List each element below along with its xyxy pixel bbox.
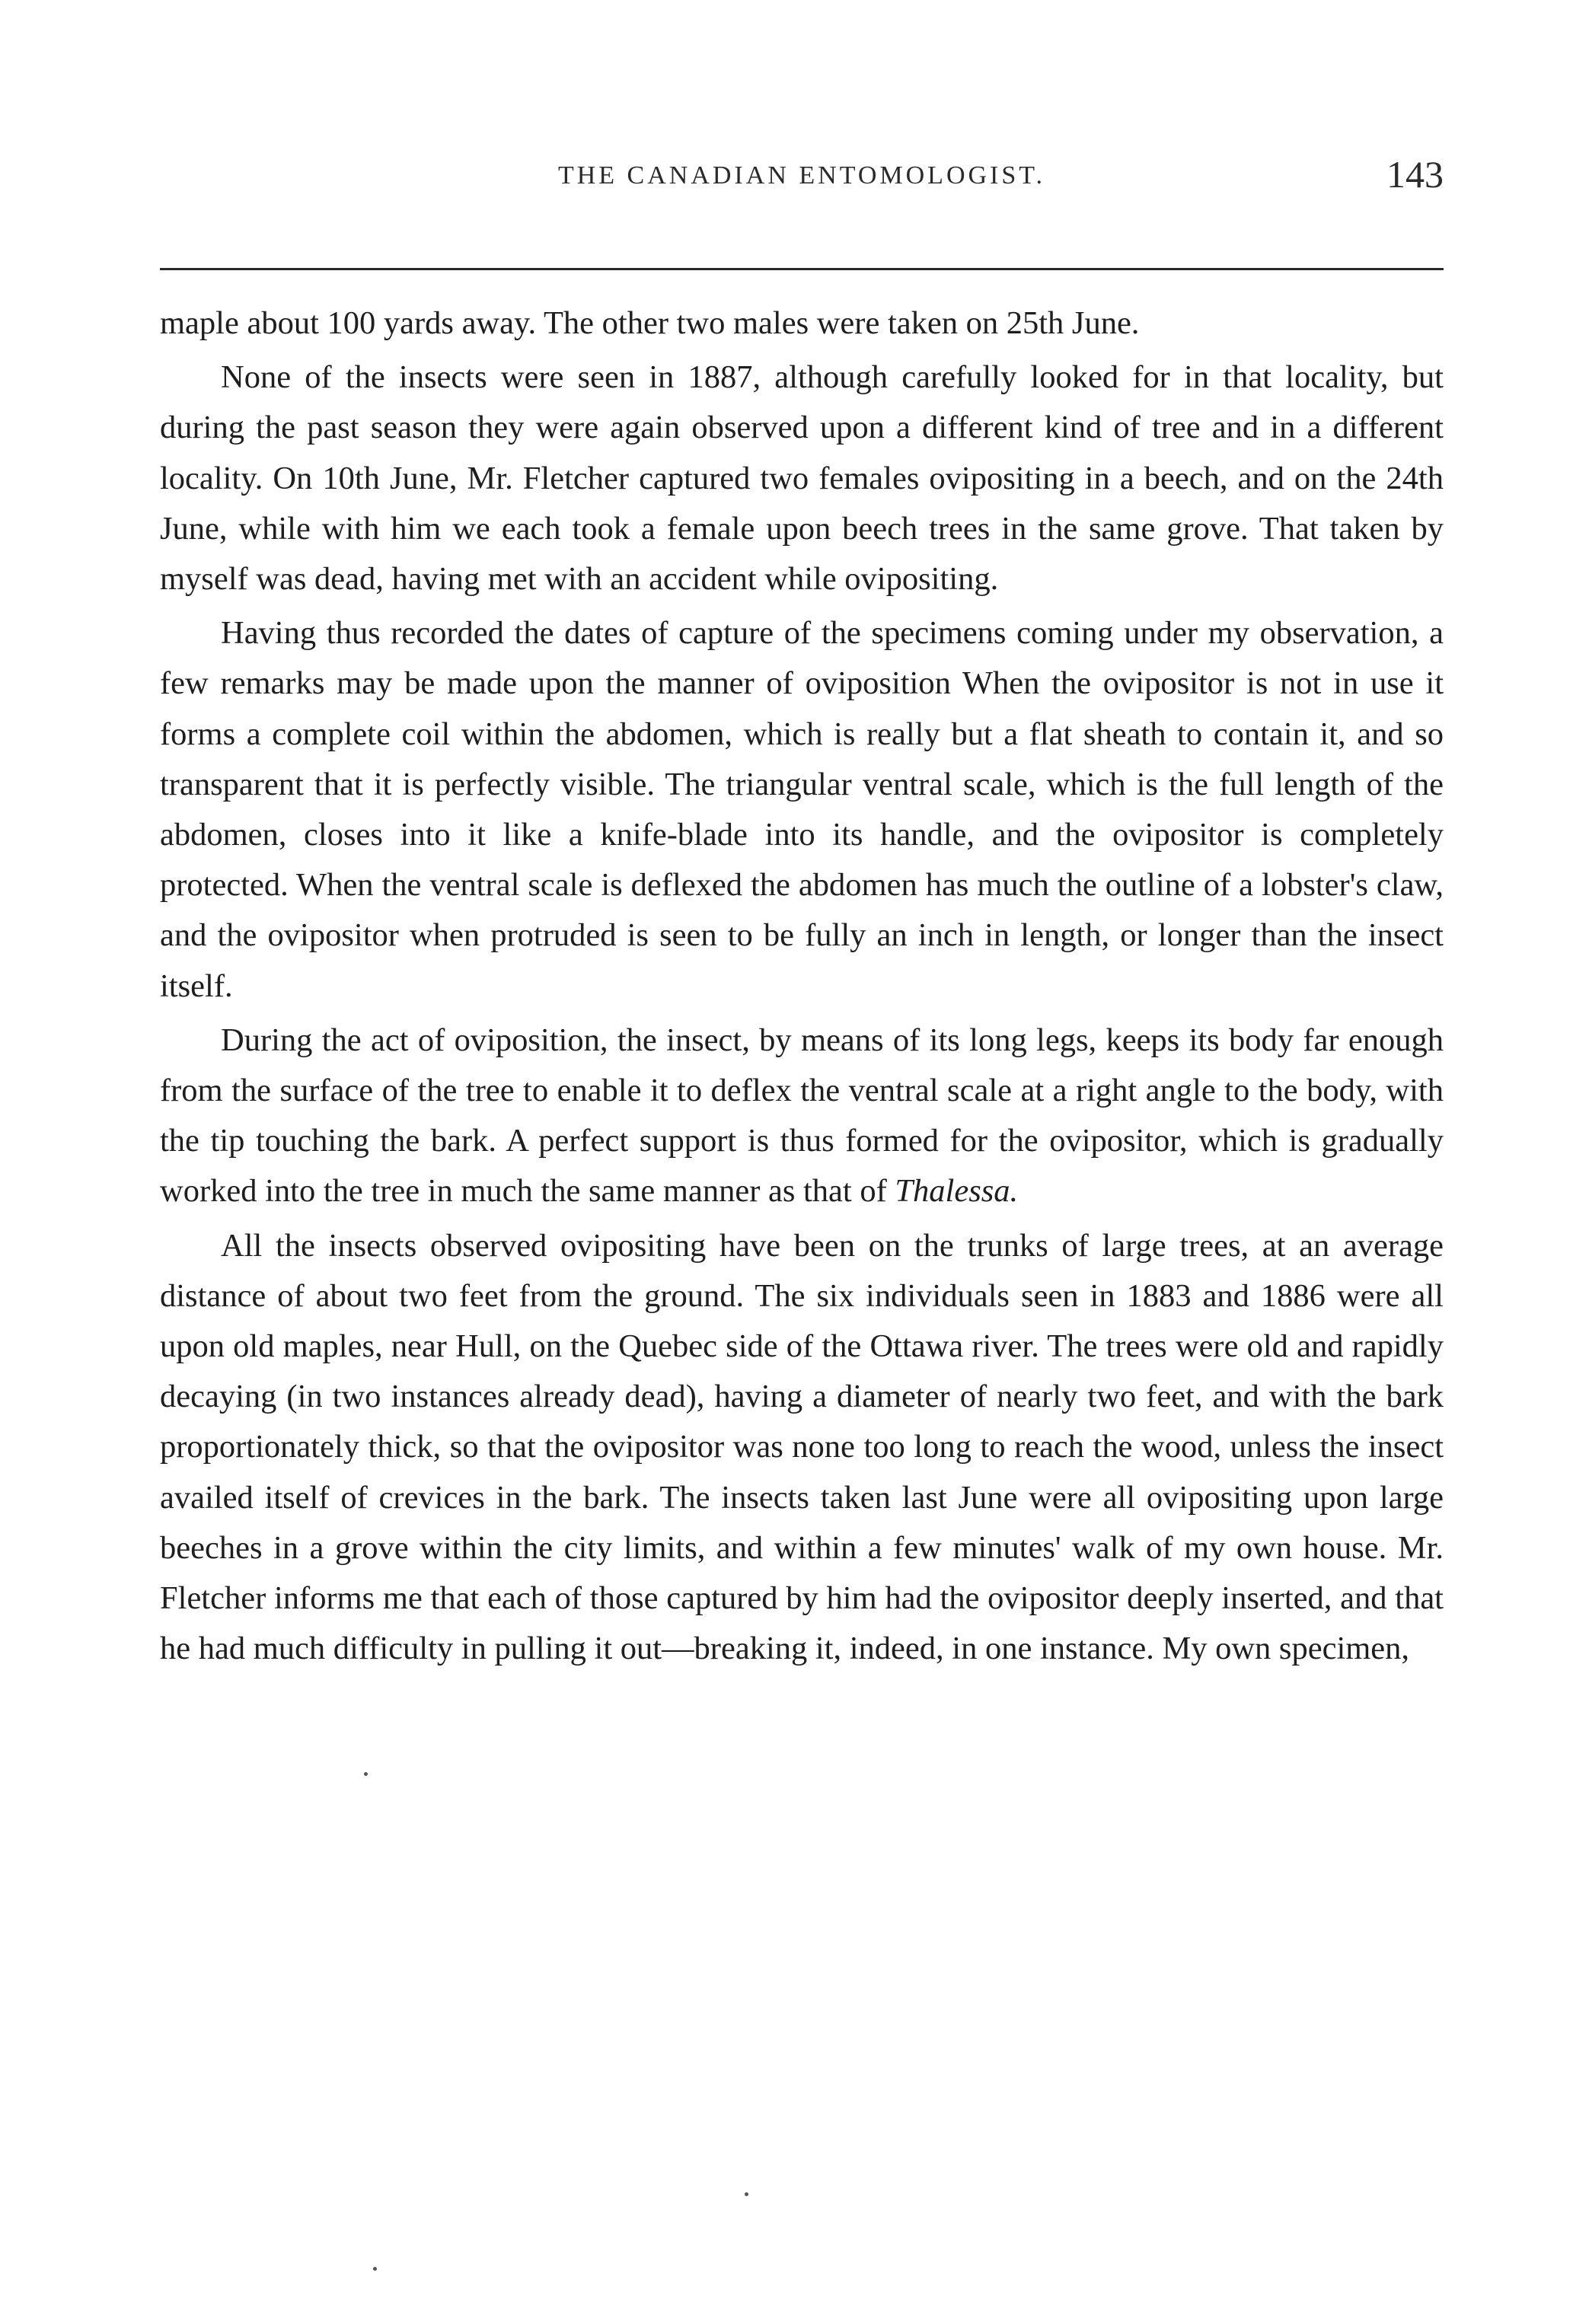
paragraph-1: maple about 100 yards away. The other two males were taken on 25th June.: [160, 305, 1140, 341]
paragraph-2: None of the insects were seen in 1887, although carefully looked for in that locality, but during the past season they were again observed upon a different kind of tree and in a different locality. On 10th June, Mr. Fletcher captured two females ovipositing in a beech, and on the 24th June, while with him we each took a female upon beech trees in the same grove. That taken by myself was dead, having met with an accident while ovipositing.: [160, 359, 1444, 598]
paragraph-3: Having thus recorded the dates of capture of the specimens coming under my observation, a few remarks may be made upon the manner of oviposition When the ovipositor is not in use it forms a complete coil within the abdomen, which is really but a flat sheath to contain it, and so transparent that it is perfectly visible. The triangular ventral scale, which is the full length of the abdomen, closes into it like a knife-blade into its handle, and the ovipositor is completely protected. When the ventral scale is deflexed the abdomen has much the outline of a lobster's claw, and the ovipositor when protruded is seen to be fully an inch in length, or longer than the insect itself.: [160, 615, 1444, 1004]
running-head: [160, 151, 1444, 212]
paragraph-5: All the insects observed ovipositing have been on the trunks of large trees, at an average distance of about two feet from the ground. The six individuals seen in 1883 and 1886 were all upon old maples, near Hull, on the Quebec side of the Ottawa river. The trees were old and rapidly decaying (in two instances already dead), having a diameter of nearly two feet, and with the bark proportionately thick, so that the ovipositor was none too long to reach the wood, unless the insect availed itself of crevices in the bark. The insects taken last June were all ovipositing upon large beeches in a grove within the city limits, and within a few minutes' walk of my own house. Mr. Fletcher informs me that each of those captured by him had the ovipositor deeply inserted, and that he had much difficulty in pulling it out—breaking it, indeed, in one instance. My own specimen,: [160, 1227, 1444, 1667]
stray-mark: [364, 1772, 368, 1776]
stray-mark: [745, 2192, 748, 2196]
running-title: THE CANADIAN ENTOMOLOGIST.: [557, 161, 1046, 190]
header-rule: [160, 268, 1444, 270]
paragraph-4-text: During the act of oviposition, the insect, by means of its long legs, keeps its body far enough from the surface of the tree to enable it to deflex the ventral scale at a right angle to the body, with the tip touching the bark. A perfect support is thus formed for the ovipositor, which is gradually worked into the tree in much the same manner as that of: [160, 1022, 1444, 1210]
page-number: 143: [1386, 153, 1444, 196]
stray-mark: [373, 2267, 377, 2271]
document-page: [160, 0, 1444, 2324]
body-text: [160, 298, 1444, 1674]
genus-name: Thalessa.: [895, 1173, 1019, 1210]
paragraph-4: [160, 1015, 1444, 1217]
